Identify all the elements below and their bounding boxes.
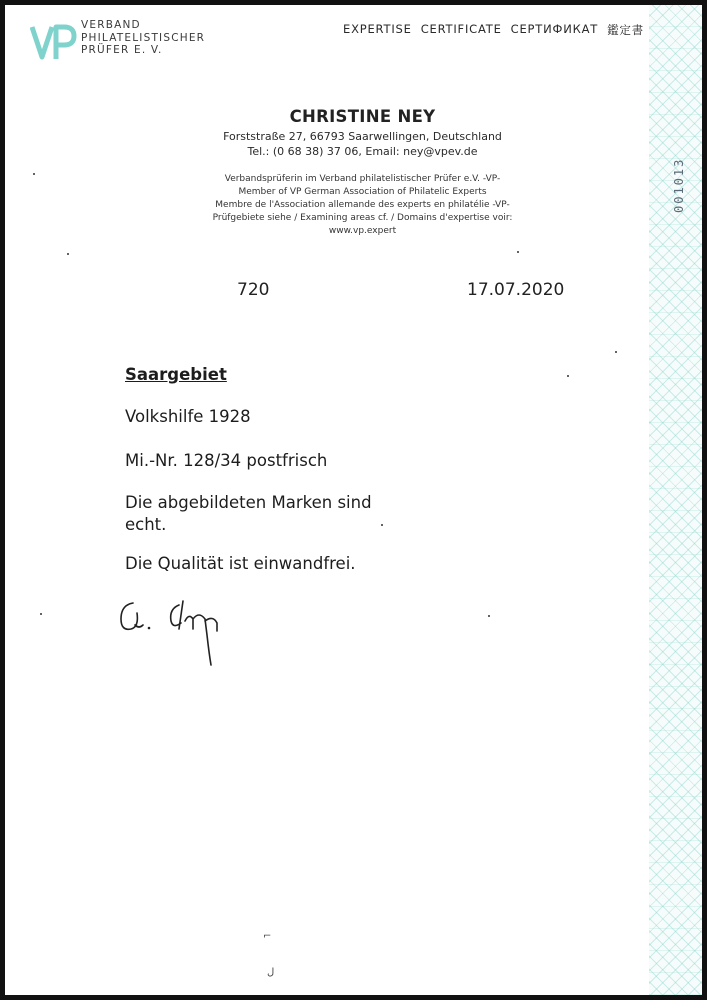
scan-speck	[517, 251, 519, 253]
org-line: PRÜFER E. V.	[81, 44, 163, 56]
membership-website: www.vp.expert	[328, 226, 397, 236]
authenticity-statement: Die abgebildeten Marken sind echt.	[125, 493, 372, 534]
issue-name: Volkshilfe 1928	[125, 407, 251, 426]
title-kanteisho: 鑑定書	[607, 23, 644, 37]
scan-speck	[33, 173, 35, 175]
scan-speck	[40, 613, 42, 615]
scan-speck	[567, 375, 569, 377]
org-line: PHILATELISTISCHER	[81, 31, 206, 44]
certificate-page	[5, 5, 702, 995]
scan-mark: ل	[267, 967, 275, 978]
quality-statement: Die Qualität ist einwandfrei.	[125, 554, 356, 573]
certificate-number: 720	[237, 280, 270, 300]
expert-name: CHRISTINE NEY	[289, 107, 436, 126]
serial-number	[670, 127, 690, 217]
scan-speck	[488, 615, 490, 617]
title-expertise: EXPERTISE	[343, 22, 412, 36]
membership-block	[105, 173, 620, 238]
serial-number-text: 001013	[672, 157, 686, 213]
vp-logo-icon	[30, 23, 80, 65]
expert-contact: Tel.: (0 68 38) 37 06, Email: ney@vpev.de	[247, 144, 478, 158]
handwritten-signature	[113, 595, 238, 673]
subject-heading: Saargebiet	[125, 365, 227, 384]
catalog-number: Mi.-Nr. 128/34 postfrisch	[125, 451, 328, 470]
expert-address: Forststraße 27, 66793 Saarwellingen, Deutschland	[223, 130, 502, 143]
membership-line: Member of VP German Association of Philatelic Experts	[238, 187, 487, 197]
certificate-date: 17.07.2020	[467, 280, 565, 300]
scan-mark: ⌐	[263, 931, 272, 942]
scan-speck	[615, 351, 617, 353]
scan-speck	[67, 253, 69, 255]
certificate-titles	[343, 22, 644, 38]
membership-line: Prüfgebiete siehe / Examining areas cf. / Domains d'expertise voir:	[212, 213, 513, 223]
membership-line: Verbandsprüferin im Verband philatelistischer Prüfer e.V. -VP-	[224, 174, 501, 184]
title-sertifikat: СЕРТИФИКАТ	[510, 22, 599, 36]
membership-line: Membre de l'Association allemande des experts en philatélie -VP-	[215, 200, 510, 210]
org-line: VERBAND	[81, 19, 141, 31]
title-certificate: CERTIFICATE	[420, 22, 502, 36]
expert-address-block	[105, 130, 620, 159]
scan-speck	[381, 524, 383, 526]
organization-name	[81, 19, 205, 57]
